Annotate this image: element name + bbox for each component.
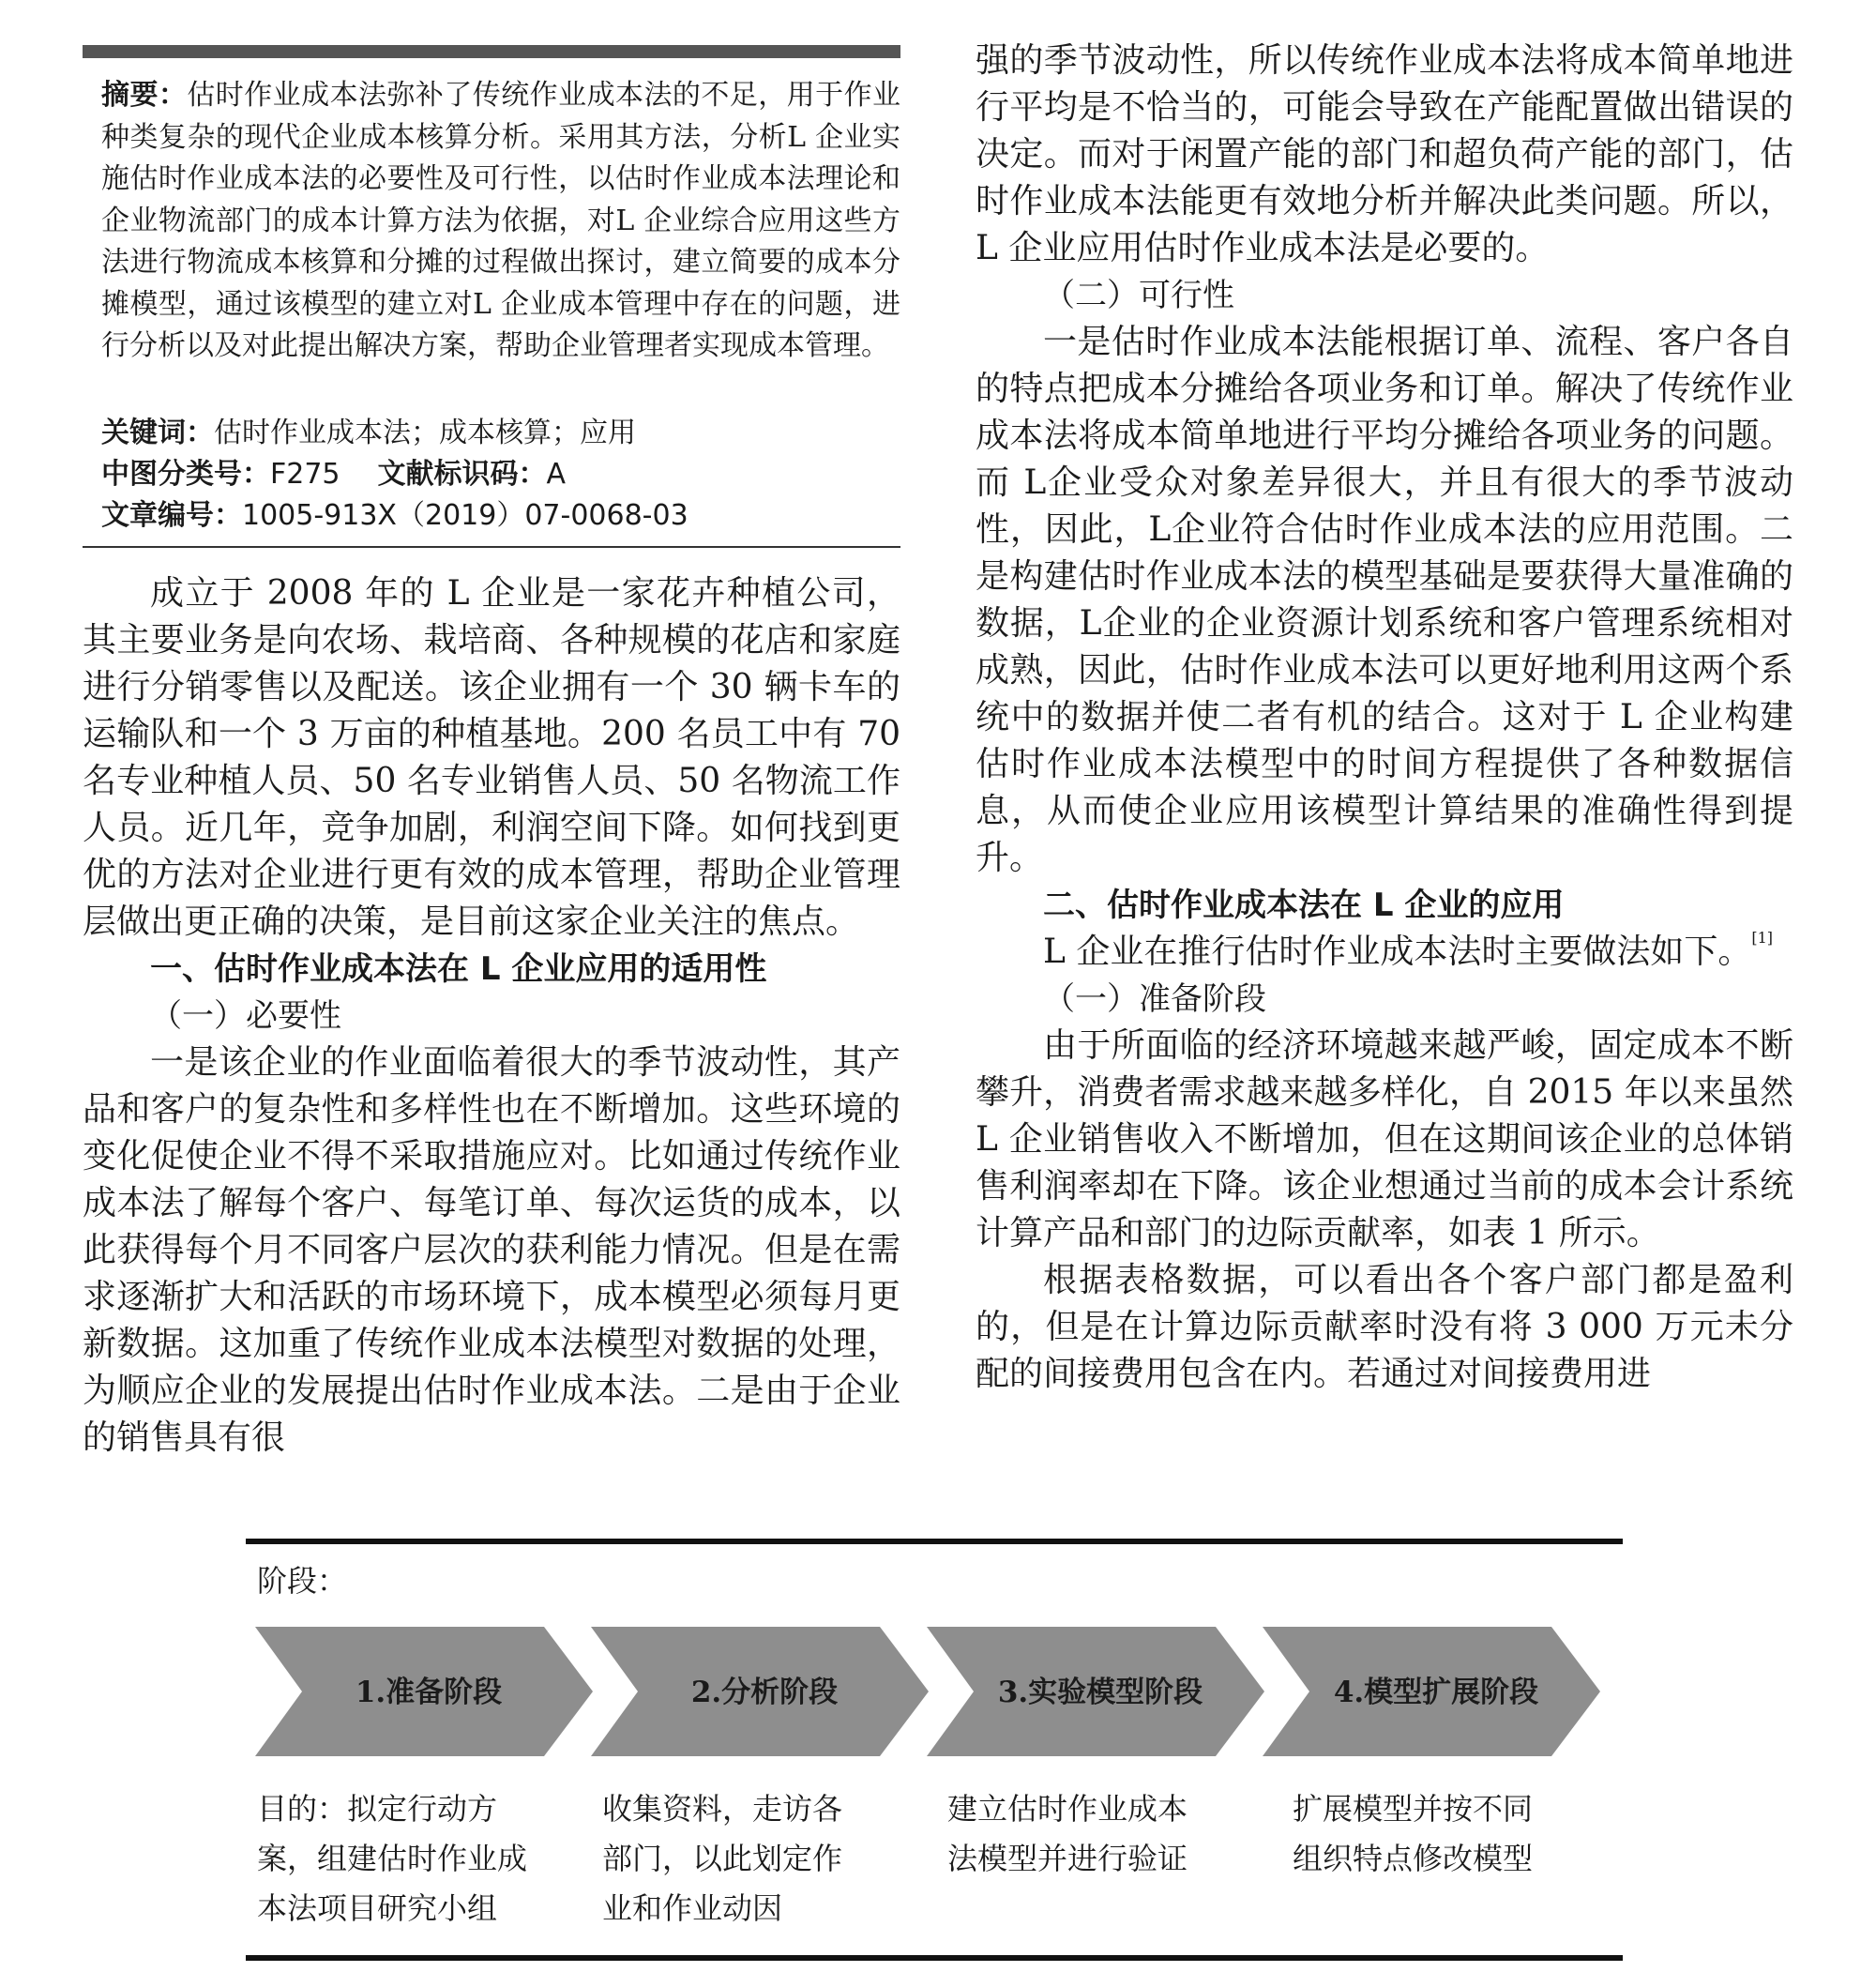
stage-description-line: 业和作业动因 bbox=[602, 1890, 783, 1926]
stage-description-line: 组织特点修改模型 bbox=[1293, 1841, 1534, 1876]
intro-paragraph: 成立于 2008 年的 L 企业是一家花卉种植公司，其主要业务是向农场、栽培商、各种规模的花店和家庭进行分销零售以及配送。该企业拥有一个 30 辆卡车的运输队和一个 3 万亩的种植基地。200 名员工中有 70 名专业种植人员、50 名专业销售人员、50 名物流工作人员。近几年，竞争加剧，利润空间下降。如何找到更优的方法对企业进行更有效的成本管理，帮助企业管理层做出更正确的决策，是目前这家企业关注的焦点。 bbox=[83, 574, 900, 941]
section-heading-1: 一、估时作业成本法在 L 企业应用的适用性 bbox=[150, 950, 767, 988]
stage-description-line: 法模型并进行验证 bbox=[947, 1841, 1188, 1876]
stage-description-3 bbox=[947, 1784, 1188, 1884]
abstract-paragraph bbox=[101, 75, 900, 368]
reference-mark: [1] bbox=[1751, 929, 1774, 947]
doc-code-value: A bbox=[546, 458, 567, 491]
article-meta bbox=[101, 413, 900, 537]
abstract-label: 摘要： bbox=[101, 79, 188, 112]
meta-divider bbox=[83, 546, 900, 548]
right-column bbox=[976, 38, 1793, 1398]
stage-description-line: 收集资料，走访各 bbox=[602, 1791, 843, 1827]
application-intro-text: L 企业在推行估时作业成本法时主要做法如下。 bbox=[1043, 933, 1752, 971]
figure-title: 阶段： bbox=[257, 1563, 348, 1599]
stage-description-1 bbox=[257, 1784, 527, 1934]
left-column bbox=[83, 570, 900, 1462]
doc-code-label: 文献标识码： bbox=[377, 458, 547, 491]
figure-top-rule bbox=[246, 1539, 1623, 1544]
preparation-paragraph-2: 根据表格数据，可以看出各个客户部门都是盈利的，但是在计算边际贡献率时没有将 3 000 万元未分配的间接费用包含在内。若通过对间接费用进 bbox=[976, 1261, 1793, 1393]
clc-label: 中图分类号： bbox=[101, 458, 270, 491]
continuation-paragraph: 强的季节波动性，所以传统作业成本法将成本简单地进行平均是不恰当的，可能会导致在产能配置做出错误的决定。而对于闲置产能的部门和超负荷产能的部门，估时作业成本法能更有效地分析并解决此类问题。所以，L 企业应用估时作业成本法是必要的。 bbox=[976, 41, 1793, 267]
stage-label-4: 4.模型扩展阶段 bbox=[1333, 1676, 1539, 1709]
figure-bottom-rule bbox=[246, 1955, 1623, 1961]
article-number-line bbox=[101, 495, 900, 537]
feasibility-paragraph: 一是估时作业成本法能根据订单、流程、客户各自的特点把成本分摊给各项业务和订单。解决了传统作业成本法将成本简单地进行平均分摊给各项业务的问题。而 L企业受众对象差异很大，并且有很大的季节波动性，因此，L企业符合估时作业成本法的应用范围。二是构建估时作业成本法的模型基础是要获得大量准确的数据，L企业的企业资源计划系统和客户管理系统相对成熟，因此，估时作业成本法可以更好地利用这两个系统中的数据并使二者有机的结合。这对于 L 企业构建估时作业成本法模型中的时间方程提供了各种数据信息，从而使企业应用该模型计算结果的准确性得到提升。 bbox=[976, 323, 1793, 877]
article-number-value: 1005-913X（2019）07-0068-03 bbox=[242, 499, 688, 532]
stage-description-2 bbox=[602, 1784, 842, 1934]
clc-value: F275 bbox=[270, 458, 340, 491]
preparation-paragraph-1: 由于所面临的经济环境越来越严峻，固定成本不断攀升，消费者需求越来越多样化，自 2015 年以来虽然 L 企业销售收入不断增加，但在这期间该企业的总体销售利润率却在下降。该企业想通过当前的成本会计系统计算产品和部门的边际贡献率，如表 1 所示。 bbox=[976, 1026, 1793, 1252]
stage-label-3: 3.实验模型阶段 bbox=[997, 1676, 1203, 1709]
necessity-paragraph: 一是该企业的作业面临着很大的季节波动性，其产品和客户的复杂性和多样性也在不断增加。这些环境的变化促使企业不得不采取措施应对。比如通过传统作业成本法了解每个客户、每笔订单、每次运货的成本，以此获得每个月不同客户层次的获利能力情况。但是在需求逐渐扩大和活跃的市场环境下，成本模型必须每月更新数据。这加重了传统作业成本法模型对数据的处理，为顺应企业的发展提出估时作业成本法。二是由于企业的销售具有很 bbox=[83, 1043, 900, 1457]
header-rule bbox=[83, 45, 900, 58]
stage-description-line: 部门，以此划定作 bbox=[602, 1841, 843, 1876]
stage-label-2: 2.分析阶段 bbox=[690, 1676, 839, 1709]
abstract-text: 估时作业成本法弥补了传统作业成本法的不足，用于作业种类复杂的现代企业成本核算分析。采用其方法，分析L 企业实施估时作业成本法的必要性及可行性，以估时作业成本法理论和企业物流部门的成本计算方法为依据，对L 企业综合应用这些方法进行物流成本核算和分摊的过程做出探讨，建立简要的成本分摊模型，通过该模型的建立对L 企业成本管理中存在的问题，进行分析以及对此提出解决方案，帮助企业管理者实现成本管理。 bbox=[101, 79, 901, 362]
stage-description-line: 扩展模型并按不同 bbox=[1293, 1791, 1534, 1827]
abstract bbox=[101, 75, 900, 368]
classification-line bbox=[101, 454, 900, 495]
keywords-label: 关键词： bbox=[101, 417, 214, 449]
section-heading-2: 二、估时作业成本法在 L 企业的应用 bbox=[1043, 887, 1565, 924]
stage-description-line: 案，组建估时作业成 bbox=[257, 1841, 528, 1876]
stage-description-line: 目的：拟定行动方 bbox=[257, 1791, 498, 1827]
article-number-label: 文章编号： bbox=[101, 499, 242, 532]
stage-label-1: 1.准备阶段 bbox=[355, 1676, 503, 1709]
subheading-feasibility: （二）可行性 bbox=[1043, 277, 1234, 314]
subheading-necessity: （一）必要性 bbox=[150, 997, 341, 1035]
subheading-preparation: （一）准备阶段 bbox=[1043, 980, 1266, 1018]
stage-chevrons bbox=[255, 1621, 1611, 1762]
keywords-value: 估时作业成本法；成本核算；应用 bbox=[214, 417, 636, 449]
stage-description-line: 建立估时作业成本 bbox=[947, 1791, 1188, 1827]
application-intro-paragraph bbox=[976, 929, 1793, 976]
keywords-line bbox=[101, 413, 900, 454]
stage-description-4 bbox=[1293, 1784, 1533, 1884]
stage-description-line: 本法项目研究小组 bbox=[257, 1890, 498, 1926]
stage-process-figure bbox=[246, 1539, 1623, 1961]
